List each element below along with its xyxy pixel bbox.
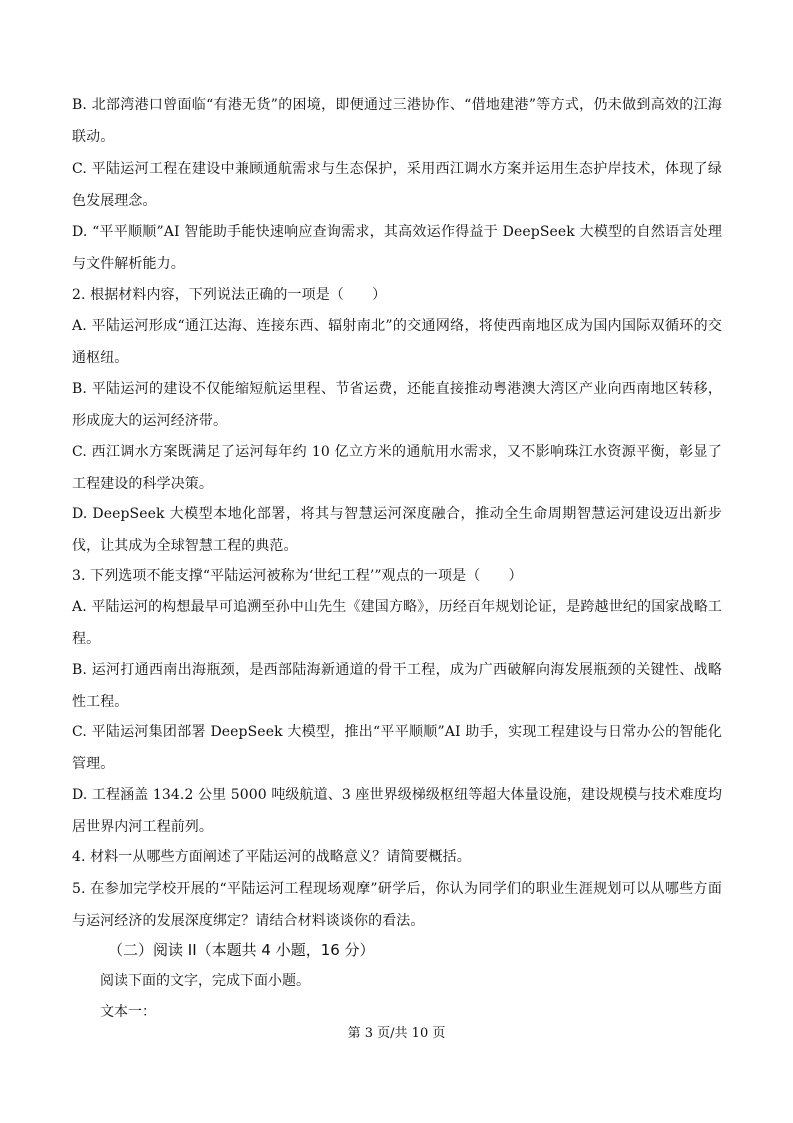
- q3-option-c: C. 平陆运河集团部署 DeepSeek 大模型，推出“平平顺顺”AI 助手，实现工程建设与日常办公的智能化管理。: [72, 724, 722, 772]
- q2-option-c: C. 西江调水方案既满足了运河每年约 10 亿立方米的通航用水需求，又不影响珠江水资源平衡，彰显了工程建设的科学决策。: [72, 444, 722, 492]
- text-one-label: 文本一：: [100, 1004, 156, 1020]
- option-d-paragraph: D. “平平顺顺”AI 智能助手能快速响应查询需求，其高效运作得益于 DeepSeek 大模型的自然语言处理与文件解析能力。: [72, 224, 722, 272]
- q2-option-d: D. DeepSeek 大模型本地化部署，将其与智慧运河深度融合，推动全生命周期智慧运河建设迈出新步伐，让其成为全球智慧工程的典范。: [72, 506, 722, 554]
- page-footer: 第 3 页/共 10 页: [347, 1026, 446, 1041]
- question-4: 4. 材料一从哪些方面阐述了平陆运河的战略意义？请简要概括。: [72, 849, 471, 865]
- option-c-paragraph: C. 平陆运河工程在建设中兼顾通航需求与生态保护，采用西江调水方案并运用生态护岸技术，体现了绿色发展理念。: [72, 161, 722, 209]
- option-b-paragraph: B. 北部湾港口曾面临“有港无货”的困境，即便通过三港协作、“借地建港”等方式，仍未做到高效的江海联动。: [72, 97, 722, 145]
- question-5: 5. 在参加完学校开展的“平陆运河工程现场观摩”研学后，你认为同学们的职业生涯规划可以从哪些方面与运河经济的发展深度绑定？请结合材料谈谈你的看法。: [72, 881, 722, 929]
- q2-option-a: A. 平陆运河形成“通江达海、连接东西、辐射南北”的交通网络，将使西南地区成为国内国际双循环的交通枢纽。: [72, 318, 722, 366]
- q3-option-a: A. 平陆运河的构想最早可追溯至孙中山先生《建国方略》，历经百年规划论证，是跨越世纪的国家战略工程。: [72, 599, 722, 647]
- q2-option-b: B. 平陆运河的建设不仅能缩短航运里程、节省运费，还能直接推动粤港澳大湾区产业向西南地区转移，形成庞大的运河经济带。: [72, 381, 722, 429]
- q3-option-d: D. 工程涵盖 134.2 公里 5000 吨级航道、3 座世界级梯级枢纽等超大体量设施，建设规模与技术难度均居世界内河工程前列。: [72, 787, 722, 835]
- question-3: 3. 下列选项不能支撑“平陆运河被称为‘世纪工程’”观点的一项是（ ）: [72, 568, 523, 584]
- question-2: 2. 根据材料内容，下列说法正确的一项是（ ）: [72, 287, 387, 303]
- reading-instruction: 阅读下面的文字，完成下面小题。: [100, 973, 310, 989]
- q3-option-b: B. 运河打通西南出海瓶颈，是西部陆海新通道的骨干工程，成为广西破解向海发展瓶颈的关键性、战略性工程。: [72, 662, 722, 710]
- section-heading: （二）阅读 II（本题共 4 小题，16 分）: [108, 941, 375, 959]
